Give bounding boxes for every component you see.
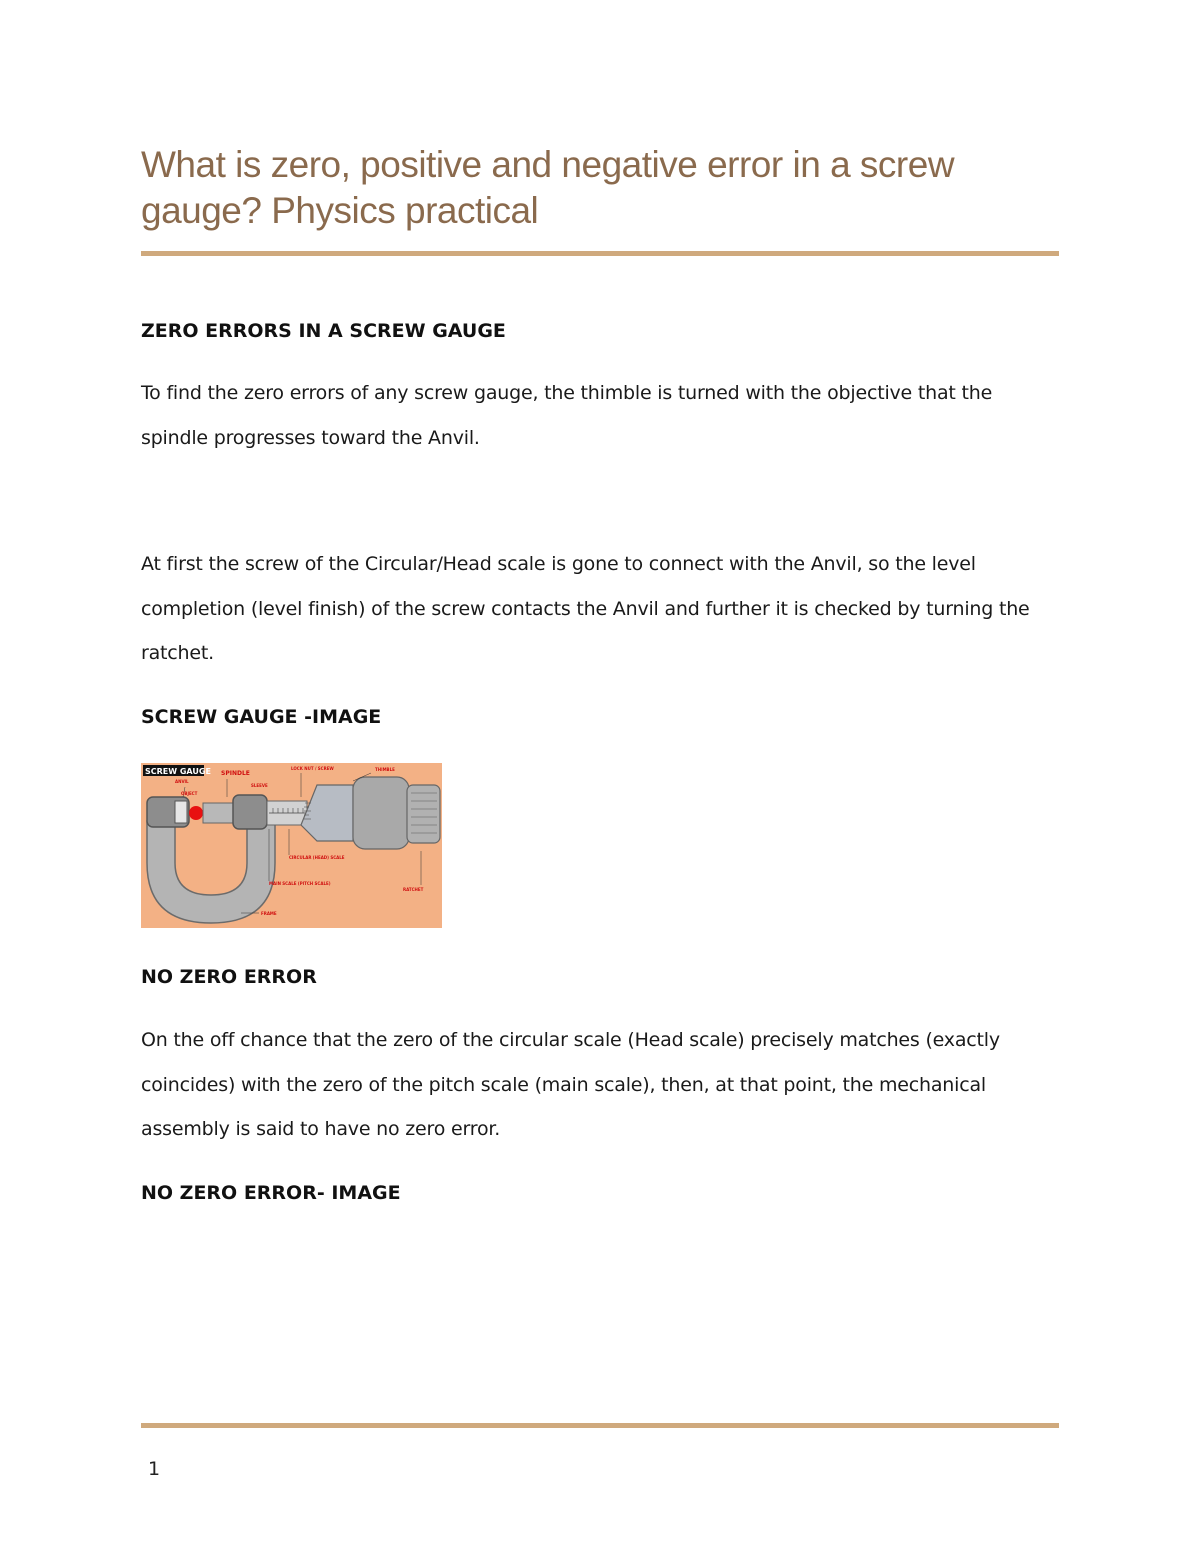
paragraph-zero-errors-intro: To find the zero errors of any screw gauge, the thimble is turned with the objective that the spindle progresses toward the Anvil. xyxy=(141,382,993,449)
page-title: What is zero, positive and negative error in a screw gauge? Physics practical xyxy=(141,144,955,231)
label-thimble: THIMBLE xyxy=(375,767,395,772)
paragraph-zero-errors-procedure: At first the screw of the Circular/Head scale is gone to connect with the Anvil, so the level completion (level finish) of the screw contacts the Anvil and further it is checked by turning the ratchet. xyxy=(141,553,1030,664)
diagram-title-label: SCREW GAUGE xyxy=(145,767,211,776)
label-spindle: SPINDLE xyxy=(221,770,250,777)
page-number: 1 xyxy=(148,1458,161,1480)
object-marker xyxy=(189,806,203,820)
label-sleeve: SLEEVE xyxy=(251,783,268,788)
top-divider xyxy=(141,251,1059,256)
label-frame: FRAME xyxy=(261,911,277,916)
bottom-divider xyxy=(141,1423,1059,1428)
spindle-housing xyxy=(233,795,267,829)
section-heading-no-zero-error-image: NO ZERO ERROR- IMAGE xyxy=(141,1182,401,1204)
anvil-face xyxy=(175,801,187,823)
label-object: OBJECT xyxy=(181,791,198,796)
label-ratchet: RATCHET xyxy=(403,887,424,892)
section-heading-no-zero-error: NO ZERO ERROR xyxy=(141,966,317,988)
section-heading-screw-gauge-image: SCREW GAUGE -IMAGE xyxy=(141,706,382,728)
ratchet-knob xyxy=(407,785,440,843)
label-lock: LOCK NUT / SCREW xyxy=(291,766,334,771)
label-circular-scale: CIRCULAR (HEAD) SCALE xyxy=(289,855,345,860)
paragraph-no-zero-error: On the off chance that the zero of the circular scale (Head scale) precisely matches (exactly coincides) with the zero of the pitch scale (main scale), then, at that point, the mechanical assembly is said to have no zero error. xyxy=(141,1029,1000,1140)
label-main-scale: MAIN SCALE (PITCH SCALE) xyxy=(269,881,331,886)
screw-gauge-diagram xyxy=(141,763,442,928)
thimble-body xyxy=(353,777,409,849)
spindle-rod xyxy=(203,803,235,823)
section-heading-zero-errors: ZERO ERRORS IN A SCREW GAUGE xyxy=(141,320,506,342)
label-anvil: ANVIL xyxy=(175,779,189,784)
